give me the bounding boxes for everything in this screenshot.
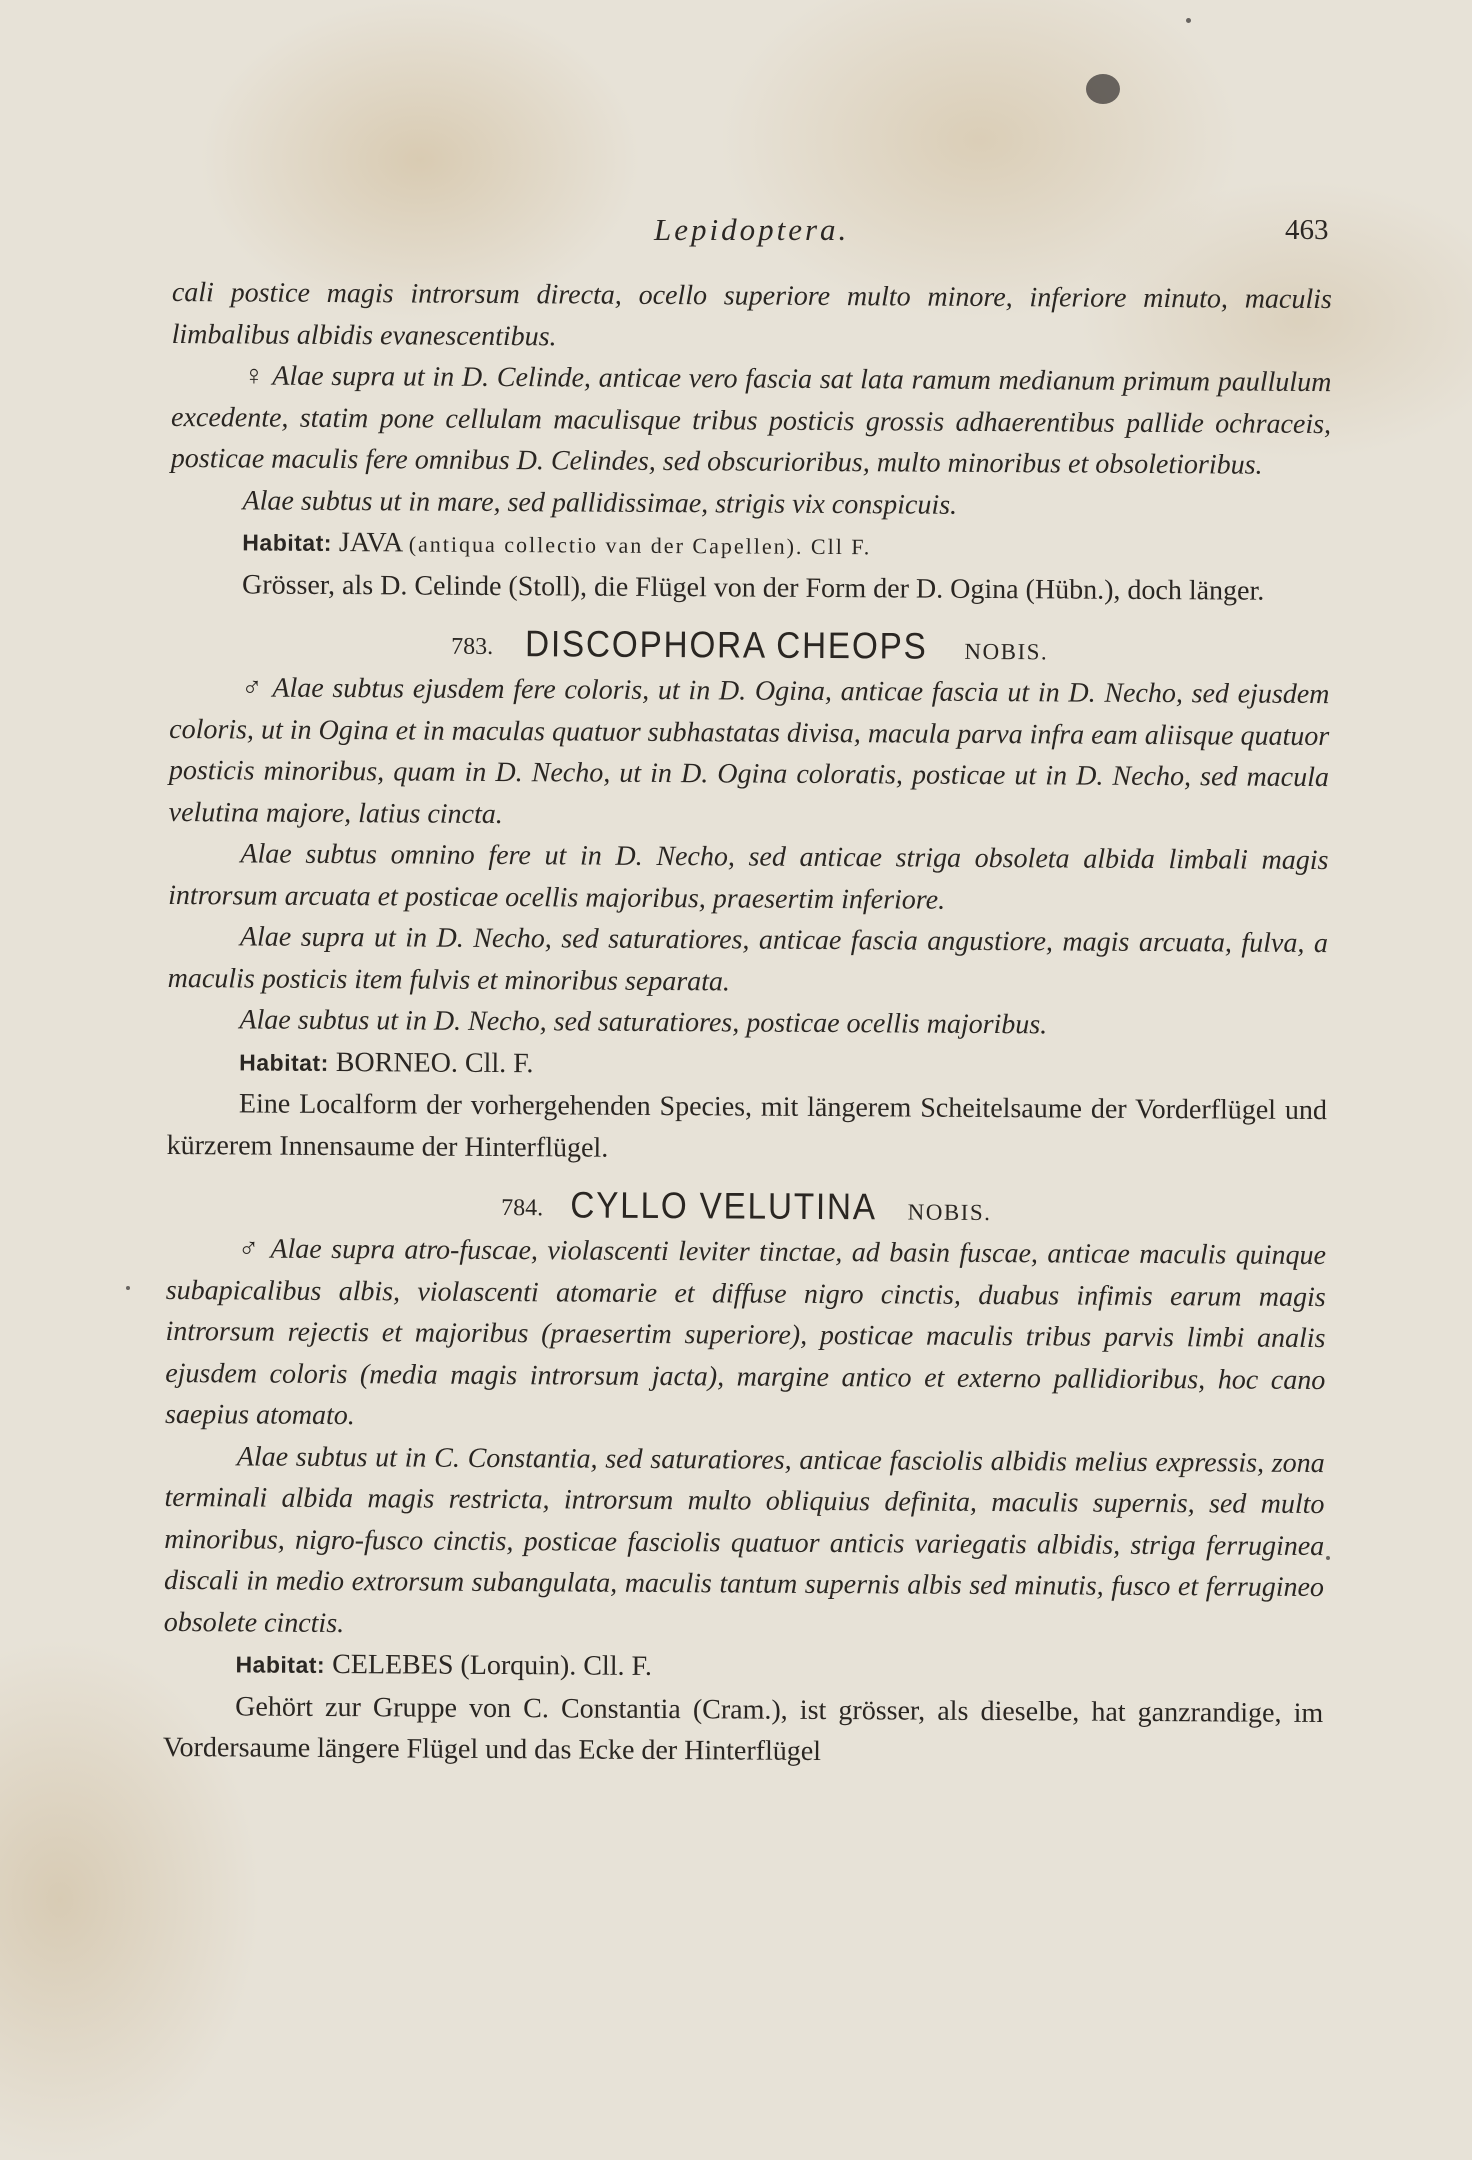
- habitat-source: (antiqua collectio van der Capellen). Cll F.: [408, 531, 872, 560]
- paragraph-female-upperside: [171, 355, 1332, 487]
- german-note: Gehört zur Gruppe von C. Constantia (Cram.), ist grösser, als dieselbe, hat ganzrandige, im Vordersaume längere Flügel und das Ecke der Hinterflügel: [162, 1690, 1324, 1767]
- species-name: DISCOPHORA CHEOPS: [525, 623, 929, 667]
- page-number: 463: [1285, 214, 1329, 246]
- species-name: CYLLO VELUTINA: [570, 1184, 877, 1228]
- habitat-label: Habitat:: [242, 529, 333, 556]
- species-heading-783: [170, 621, 1330, 670]
- paragraph-text: Alae subtus ejusdem fere coloris, ut in D. Ogina, anticae fascia ut in D. Necho, sed ejusdem coloris, ut in Ogina et in maculas quatuor subhastatas divisa, macula parva infra eam aliisque quatuor posticis minoribus, quam in D. Necho, ut in D. Ogina coloratis, posticae ut in D. Necho, sed macula velutina majore, latius cincta.: [168, 672, 1330, 830]
- ink-speck: [1326, 1556, 1330, 1560]
- paragraph-underside: Alae subtus omnino fere ut in D. Necho, sed anticae striga obsoleta albida limbali magis introrsum arcuata et posticae ocellis majoribus, praesertim inferiore.: [168, 838, 1329, 916]
- paragraph-female-underside: Alae subtus ut in mare, sed pallidissimae, strigis vix conspicuis.: [242, 484, 958, 521]
- german-note: Eine Localform der vorhergehenden Species, mit längerem Scheitelsaume der Vorderflügel und kürzerem Innensaume der Hinterflügel.: [166, 1088, 1327, 1164]
- female-symbol: ♀: [243, 360, 266, 392]
- page-body: [163, 272, 1332, 1776]
- habitat-line: [163, 1643, 1323, 1693]
- species-number: 784.: [501, 1195, 544, 1222]
- habitat-place: JAVA: [331, 526, 409, 559]
- habitat-line: [167, 1040, 1327, 1090]
- species-number: 783.: [451, 633, 494, 660]
- species-heading-784: [166, 1182, 1326, 1231]
- ink-speck: [1186, 18, 1191, 23]
- german-note: Grösser, als D. Celinde (Stoll), die Flügel von der Form der D. Ogina (Hübn.), doch länger.: [241, 568, 1265, 607]
- paragraph-text: Alae supra ut in D. Celinde, anticae vero fascia sat lata ramum medianum primum paullulum excedente, statim pone cellulam maculisque tribus posticis grossis adhaerentibus pallide ochraceis, posticae maculis fere omnibus D. Celindes, sed obscurioribus, multo minoribus et obsoletioribus.: [170, 360, 1332, 481]
- species-author: NOBIS.: [964, 638, 1049, 665]
- species-author: NOBIS.: [907, 1199, 992, 1226]
- page-header: [0, 212, 1472, 262]
- male-symbol: ♂: [237, 1233, 262, 1265]
- paragraph-underside-2: Alae subtus ut in D. Necho, sed saturatiores, posticae ocellis majoribus.: [239, 1004, 1048, 1041]
- paragraph-male-description: [165, 1228, 1326, 1443]
- running-title: Lepidoptera.: [654, 212, 850, 247]
- paragraph-continuation: cali postice magis introrsum directa, ocello superiore multo minore, inferiore minuto, maculis limbalibus albidis evanescentibus.: [171, 276, 1332, 352]
- habitat-text: BORNEO. Cll. F.: [328, 1046, 534, 1079]
- habitat-label: Habitat:: [235, 1651, 326, 1678]
- male-symbol: ♂: [241, 672, 265, 704]
- paragraph-male-description: [169, 667, 1330, 840]
- paragraph-text: Alae supra atro-fuscae, violascenti leviter tinctae, ad basin fuscae, anticae maculis quinque subapicalibus albis, violascenti atomarie et diffuse nigro cinctis, duabus infimis earum magis introrsum rejectis et majoribus (praesertim superiore), posticae maculis tribus parvis limbi analis ejusdem coloris (media magis introrsum jacta), margine antico et externo pallidioribus, hoc cano saepius atomato.: [164, 1233, 1327, 1432]
- ink-spot: [1086, 74, 1120, 104]
- habitat-label: Habitat:: [239, 1048, 329, 1076]
- habitat-line: [170, 521, 1330, 571]
- ink-speck: [126, 1286, 130, 1290]
- habitat-text: CELEBES (Lorquin). Cll. F.: [325, 1648, 652, 1682]
- paragraph-underside: Alae subtus ut in C. Constantia, sed saturatiores, anticae fasciolis albidis melius expressis, zona terminali albida magis restricta, introrsum multo obliquius definita, maculis supernis, sed multo minoribus, nigro-fusco cinctis, posticae fasciolis quatuor anticis variegatis albidis, striga ferruginea discali in medio extrorsum subangulata, maculis tantum supernis albis sed minutis, fusco et ferrugineo obsolete cinctis.: [163, 1440, 1325, 1639]
- paragraph-upperside: Alae supra ut in D. Necho, sed saturatiores, anticae fascia angustiore, magis arcuata, fulva, a maculis posticis item fulvis et minoribus separata.: [167, 921, 1329, 997]
